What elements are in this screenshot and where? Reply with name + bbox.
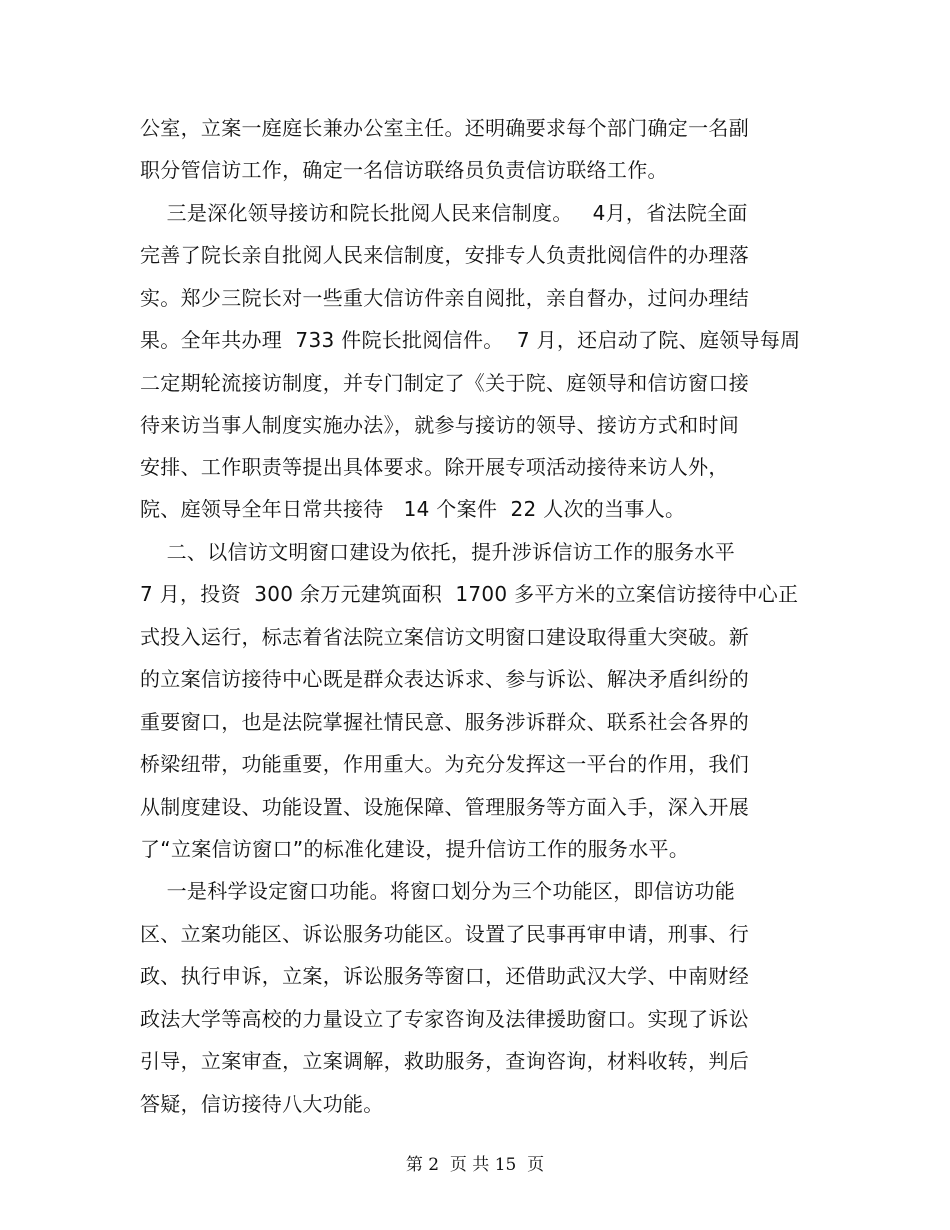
text-line: 政、执行申诉，立案，诉讼服务等窗口，还借助武汉大学、中南财经 — [140, 964, 749, 988]
text-line: 果。全年共办理 733 件院长批阅信件。 7 月，还启动了院、庭领导每周 — [140, 328, 801, 352]
text-line: 完善了院长亲自批阅人民来信制度，安排专人负责批阅信件的办理落 — [140, 243, 749, 267]
text-line: 安排、工作职责等提出具体要求。除开展专项活动接待来访人外， — [140, 455, 729, 479]
text-line: 实。郑少三院长对一些重大信访件亲自阅批，亲自督办，过问办理结 — [140, 286, 749, 310]
section-heading: 二、以信访文明窗口建设为依托，提升涉诉信访工作的服务水平 — [140, 540, 736, 564]
text-line: 桥梁纽带，功能重要，作用重大。为充分发挥这一平台的作用，我们 — [140, 752, 749, 776]
text-line: 引导，立案审查，立案调解，救助服务，查询咨询，材料收转，判后 — [140, 1049, 749, 1073]
text-line: 政法大学等高校的力量设立了专家咨询及法律援助窗口。实现了诉讼 — [140, 1007, 749, 1031]
text-line: 一是科学设定窗口功能。将窗口划分为三个功能区，即信访功能 — [140, 879, 736, 903]
text-line: 公室，立案一庭庭长兼办公室主任。还明确要求每个部门确定一名副 — [140, 116, 749, 140]
text-line: 答疑，信访接待八大功能。 — [140, 1092, 384, 1116]
text-line: 三是深化领导接访和院长批阅人民来信制度。 4月，省法院全面 — [140, 201, 748, 225]
text-line: 从制度建设、功能设置、设施保障、管理服务等方面入手，深入开展 — [140, 795, 749, 819]
text-line: 二定期轮流接访制度，并专门制定了《关于院、庭领导和信访窗口接 — [140, 371, 749, 395]
text-line: 待来访当事人制度实施办法》，就参与接访的领导、接访方式和时间 — [140, 413, 739, 437]
text-line: 区、立案功能区、诉讼服务功能区。设置了民事再审申请，刑事、行 — [140, 922, 749, 946]
text-line: 了“立案信访窗口”的标准化建设，提升信访工作的服务水平。 — [140, 837, 690, 861]
text-line: 职分管信访工作，确定一名信访联络员负责信访联络工作。 — [140, 158, 668, 182]
text-line: 式投入运行，标志着省法院立案信访文明窗口建设取得重大突破。新 — [140, 625, 749, 649]
text-line: 7 月，投资 300 余万元建筑面积 1700 多平方米的立案信访接待中心正 — [140, 582, 799, 606]
text-line: 院、庭领导全年日常共接待 14 个案件 22 人次的当事人。 — [140, 497, 686, 521]
text-line: 重要窗口，也是法院掌握社情民意、服务涉诉群众、联系社会各界的 — [140, 710, 749, 734]
page-number: 第 2 页 共 15 页 — [405, 1155, 545, 1175]
text-line: 的立案信访接待中心既是群众表达诉求、参与诉讼、解决矛盾纠纷的 — [140, 667, 749, 691]
